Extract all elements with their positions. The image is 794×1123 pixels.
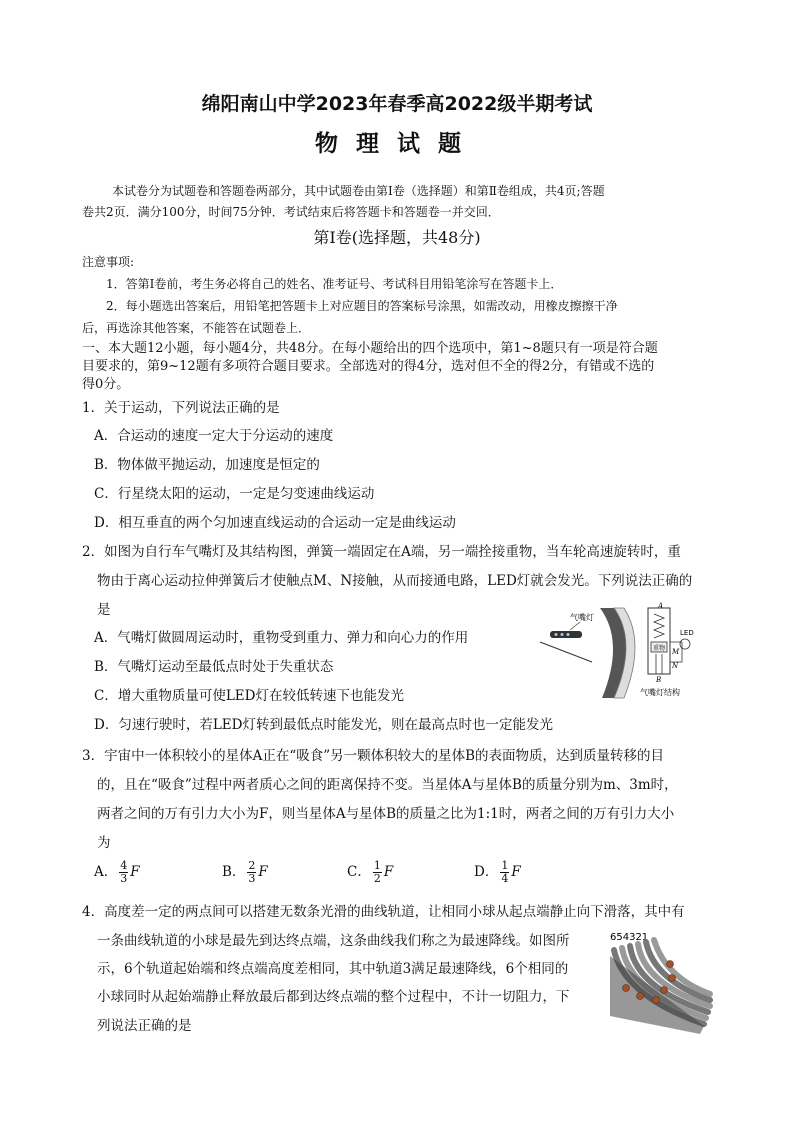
force-symbol: F bbox=[511, 864, 521, 880]
fraction bbox=[247, 860, 256, 885]
q3-option-b bbox=[222, 860, 268, 885]
q4-stem-line-4: 小球同时从起始端静止释放最后都到达终点端的整个过程中，不计一切阻力，下 bbox=[97, 989, 570, 1005]
spoke-line bbox=[540, 642, 592, 662]
structure-housing bbox=[648, 608, 670, 674]
section-heading: 第Ⅰ卷(选择题，共48分) bbox=[313, 228, 481, 247]
q3-option-a-label: A． bbox=[94, 864, 118, 880]
q4-stem-line-1: 4．高度差一定的两点间可以搭建无数条光滑的曲线轨道，让相同小球从起点端静止向下滑落，其中有 bbox=[82, 904, 685, 920]
force-symbol: F bbox=[383, 864, 394, 880]
fraction bbox=[373, 860, 382, 885]
q3-option-a bbox=[94, 860, 140, 885]
force-symbol: F bbox=[130, 864, 140, 880]
ball bbox=[661, 987, 668, 994]
weight-label: 重物 bbox=[653, 645, 666, 652]
fraction-numerator: 1 bbox=[501, 859, 509, 872]
exam-title: 绵阳南山中学2023年春季高2022级半期考试 bbox=[201, 93, 593, 115]
q3-stem-line-2: 的，且在“吸食”过程中两者质心之间的距离保持不变。当星体A与星体B的质量分别为m、3m时， bbox=[97, 777, 678, 793]
q2-option-d: D．匀速行驶时，若LED灯转到最低点时能发光，则在最高点时也一定能发光 bbox=[94, 717, 553, 733]
fraction bbox=[500, 860, 509, 885]
ball bbox=[653, 997, 660, 1004]
fraction-numerator: 4 bbox=[120, 859, 128, 872]
notes-item-2-line-2: 后，再选涂其他答案，不能答在试题卷上． bbox=[82, 321, 311, 335]
force-symbol: F bbox=[258, 864, 268, 880]
q4-stem-line-3: 示，6个轨道起始端和终点端高度差相同，其中轨道3满足最速降线，6个相同的 bbox=[97, 961, 569, 977]
q2-option-c: C．增大重物质量可使LED灯在较低转速下也能发光 bbox=[94, 688, 404, 704]
structure-caption: 气嘴灯结构 bbox=[640, 688, 680, 697]
q2-stem-line-1: 2．如图为自行车气嘴灯及其结构图，弹簧一端固定在A端，另一端拴接重物，当车轮高速旋转时，重 bbox=[82, 544, 681, 560]
spring-icon bbox=[654, 614, 664, 638]
led-bulb-icon bbox=[680, 639, 690, 649]
q4-figure bbox=[604, 926, 714, 1036]
q3-option-c-label: C． bbox=[347, 864, 371, 880]
fraction-numerator: 2 bbox=[248, 859, 256, 872]
q3-stem-line-1: 3．宇宙中一体积较小的星体A正在“吸食”另一颗体积较大的星体B的表面物质，达到质量转移的目 bbox=[82, 748, 665, 764]
label-led: LED bbox=[680, 629, 694, 637]
led-dot-icon bbox=[561, 633, 564, 636]
ball bbox=[637, 993, 644, 1000]
led-dot-icon bbox=[555, 633, 558, 636]
leader-line bbox=[570, 622, 580, 630]
q3-option-d bbox=[474, 860, 521, 885]
fraction-denominator: 3 bbox=[120, 872, 128, 885]
brachistochrone-tracks-diagram bbox=[604, 926, 714, 1036]
q3-option-b-label: B． bbox=[222, 864, 246, 880]
part-one-line-2: 目要求的，第9~12题有多项符合题目要求。全部选对的得4分，选对但不全的得2分，有错或不选的 bbox=[82, 359, 655, 374]
subject-title: 物理试题 bbox=[315, 131, 479, 157]
q2-stem-line-3: 是 bbox=[97, 602, 111, 618]
fraction-denominator: 3 bbox=[248, 872, 256, 885]
led-dot-icon bbox=[567, 633, 570, 636]
notes-label: 注意事项: bbox=[82, 255, 135, 269]
q4-stem-line-5: 列说法正确的是 bbox=[97, 1018, 192, 1034]
track-numbers: 654321 bbox=[610, 932, 649, 943]
label-b: B bbox=[656, 676, 662, 684]
ball bbox=[667, 961, 674, 968]
label-n: N bbox=[672, 662, 679, 670]
fraction-denominator: 2 bbox=[373, 872, 381, 885]
q3-stem-line-4: 为 bbox=[97, 835, 111, 851]
part-one-line-1: 一、本大题12小题，每小题4分，共48分。在每小题给出的四个选项中，第1~8题只有一项是符合题 bbox=[82, 341, 658, 356]
bike-valve-lamp-diagram bbox=[530, 602, 712, 702]
q1-option-d: D．相互垂直的两个匀加速直线运动的合运动一定是曲线运动 bbox=[94, 515, 456, 531]
lamp-label: 气嘴灯 bbox=[570, 613, 594, 622]
fraction-denominator: 4 bbox=[501, 872, 509, 885]
q4-stem-line-2: 一条曲线轨道的小球是最先到达终点端，这条曲线我们称之为最速降线。如图所 bbox=[97, 933, 570, 949]
q3-stem-line-3: 两者之间的万有引力大小为F，则当星体A与星体B的质量之比为1:1时，两者之间的万有引力大小 bbox=[97, 806, 675, 822]
fraction-numerator: 1 bbox=[373, 859, 381, 872]
q3-option-d-label: D． bbox=[474, 864, 499, 880]
q1-option-a: A．合运动的速度一定大于分运动的速度 bbox=[94, 428, 334, 444]
notes-item-2-line-1: 2．每小题选出答案后，用铅笔把答题卡上对应题目的答案标号涂黑，如需改动，用橡皮擦擦干净 bbox=[106, 299, 618, 313]
intro-line-2: 卷共2页．满分100分，时间75分钟．考试结束后将答题卡和答题卷一并交回． bbox=[82, 205, 500, 219]
notes-item-1: 1．答第Ⅰ卷前，考生务必将自己的姓名、准考证号、考试科目用铅笔涂写在答题卡上． bbox=[106, 277, 563, 291]
q2-stem-line-2: 物由于离心运动拉伸弹簧后才使触点M、N接触，从而接通电路，LED灯就会发光。下列说法正确的 bbox=[97, 573, 693, 589]
q3-option-c bbox=[347, 860, 393, 885]
ball bbox=[669, 975, 676, 982]
ball bbox=[623, 985, 630, 992]
q1-option-c: C．行星绕太阳的运动，一定是匀变速曲线运动 bbox=[94, 486, 375, 502]
fraction bbox=[119, 860, 128, 885]
label-m: M bbox=[672, 648, 680, 656]
q2-option-b: B．气嘴灯运动至最低点时处于失重状态 bbox=[94, 659, 334, 675]
part-one-line-3: 得0分。 bbox=[82, 377, 130, 392]
q1-option-b: B．物体做平抛运动，加速度是恒定的 bbox=[94, 457, 320, 473]
q2-option-a: A．气嘴灯做圆周运动时，重物受到重力、弹力和向心力的作用 bbox=[94, 630, 469, 646]
q2-figure bbox=[530, 602, 712, 702]
q1-stem: 1．关于运动，下列说法正确的是 bbox=[82, 400, 280, 416]
label-a: A bbox=[658, 602, 664, 610]
intro-line-1: 本试卷分为试题卷和答题卷两部分，其中试题卷由第Ⅰ卷（选择题）和第Ⅱ卷组成，共4页;答题 bbox=[112, 184, 605, 198]
